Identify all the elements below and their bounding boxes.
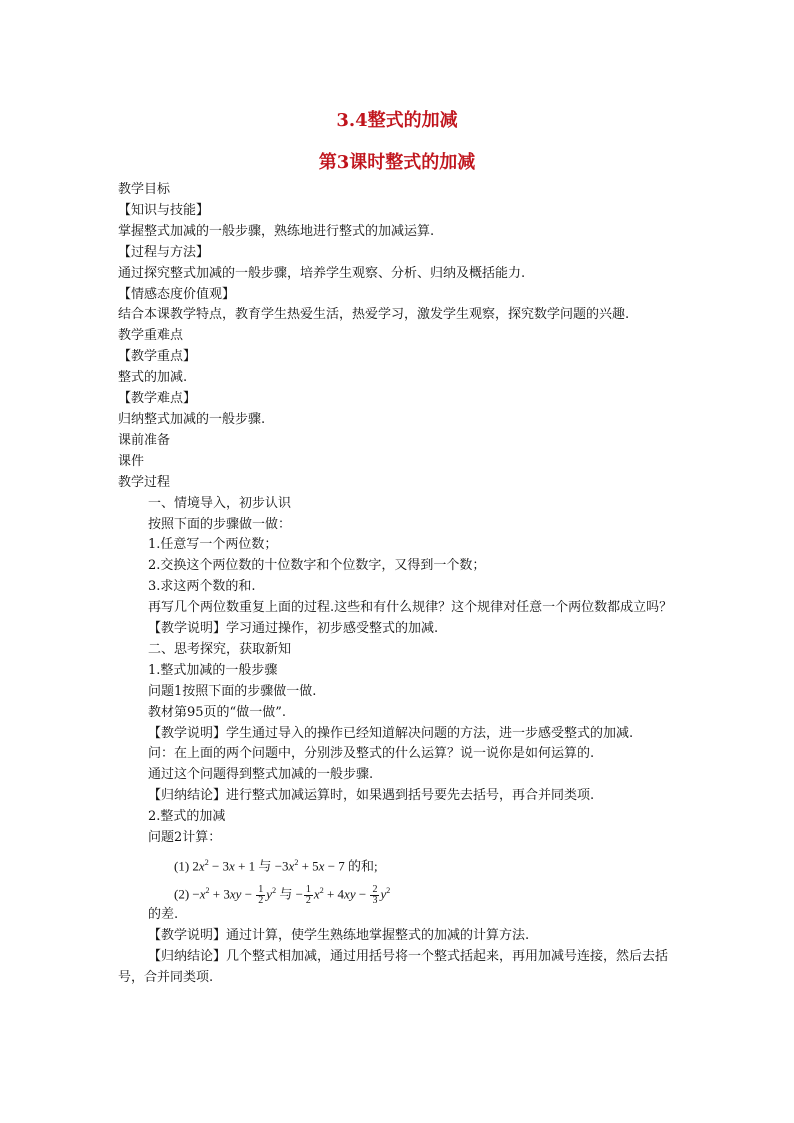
subsection-heading: 1.整式加减的一般步骤 [148,662,278,678]
teaching-note: 【教学说明】学习通过操作，初步感受整式的加减. [148,621,439,637]
bracket-heading: 【过程与方法】 [118,244,210,260]
section-heading: 教学重难点 [118,328,184,344]
subsection-heading: 2.整式的加减 [148,809,226,825]
paragraph: 教材第95页的“做一做”. [148,704,286,720]
equation-1: (1) $2x^2 - 3x + 1$ 与 $-3x^2 + 5x - 7$ 的和; [174,858,378,874]
bracket-heading: 【情感态度价值观】 [118,286,236,302]
paragraph: 通过这个问题得到整式加减的一般步骤. [148,767,374,783]
page-title: 3.4整式的加减 [336,110,458,131]
paragraph: 结合本课教学特点，教育学生热爱生活，热爱学习，激发学生观察，探究数学问题的兴趣. [118,307,630,323]
paragraph: 归纳整式加减的一般步骤. [118,411,266,427]
document-body [118,180,678,989]
subsection-heading: 二、思考探究，获取新知 [148,641,292,657]
teaching-note: 【教学说明】通过计算，使学生熟练地掌握整式的加减的计算方法. [148,927,530,943]
conclusion-note: 【归纳结论】几个整式相加减，通过用括号将一个整式括起来，再用加减号连接，然后去括号，合并同类项. [118,948,669,985]
paragraph: 的差. [148,907,179,922]
paragraph: 问题2计算： [148,830,222,846]
paragraph: 问：在上面的两个问题中，分别涉及整式的什么运算？说一说你是如何运算的. [148,746,595,762]
bracket-heading: 【知识与技能】 [118,202,210,218]
list-item: 3.求这两个数的和. [148,579,256,595]
section-heading: 教学过程 [118,474,171,490]
equation-2: $(2) -x^2 + 3xy$ − $\frac{1}{2}$ $y^2$ 与 − $\frac{1}{2}$ $x^2 + 4xy$ − $\frac{2}{3}$ $y^2$ [174,883,391,906]
list-item: 2.交换这个两位数的十位数字和个位数字，又得到一个数； [148,558,486,574]
bracket-heading: 【教学难点】 [118,391,197,407]
paragraph: 掌握整式加减的一般步骤，熟练地进行整式的加减运算. [118,223,435,239]
list-item: 1.任意写一个两位数； [148,537,278,553]
subsection-heading: 一、情境导入，初步认识 [148,495,292,511]
fraction: $\frac{2}{3}$ [372,883,378,906]
conclusion-note: 【归纳结论】进行整式加减运算时，如果遇到括号要先去括号，再合并同类项. [148,788,595,804]
paragraph: 按照下面的步骤做一做： [148,516,292,532]
section-heading: 教学目标 [118,182,171,197]
paragraph: 再写几个两位数重复上面的过程.这些和有什么规律？这个规律对任意一个两位数都成立吗？ [148,600,673,616]
paragraph: 问题1按照下面的步骤做一做. [148,683,317,699]
paragraph: 课件 [118,453,145,469]
bracket-heading: 【教学重点】 [118,349,197,365]
teaching-note: 【教学说明】学生通过导入的操作已经知道解决问题的方法，进一步感受整式的加减. [148,725,634,741]
paragraph: 整式的加减. [118,370,188,386]
lesson-subtitle: 第3课时整式的加减 [318,152,476,173]
fraction: $\frac{1}{2}$ [305,883,311,906]
section-heading: 课前准备 [118,432,171,448]
paragraph: 通过探究整式加减的一般步骤，培养学生观察、分析、归纳及概括能力. [118,265,526,281]
fraction: $\frac{1}{2}$ [258,883,264,906]
